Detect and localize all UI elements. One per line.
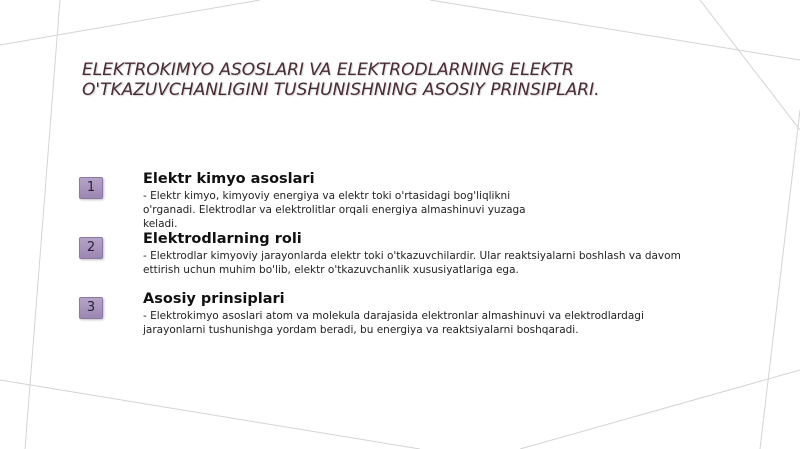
item-description: - Elektr kimyo, kimyoviy energiya va elektr toki o'rtasidagi bog'liqlikni o'rganadi. Elektrodlar va elektrolitlar orqali energiya almashinuvi yuzaga keladi. (143, 190, 526, 230)
number-badge: 1 (79, 177, 103, 199)
item-heading: Elektr kimyo asoslari (143, 171, 315, 187)
item-heading: Asosiy prinsiplari (143, 291, 285, 307)
item-heading: Elektrodlarning roli (143, 231, 302, 247)
item-description: - Elektrokimyo asoslari atom va molekula darajasida elektronlar almashinuvi va elektrodlardagi jarayonlarni tushunishga yordam beradi, bu energiya va reaktsiyalarni boshqaradi. (143, 310, 644, 336)
number-badge: 2 (79, 237, 103, 259)
item-description: - Elektrodlar kimyoviy jarayonlarda elektr toki o'tkazuvchilardir. Ular reaktsiyalarni boshlash va davom ettirish uchun muhim bo'lib, elektr o'tkazuvchanlik xususiyatlariga ega. (143, 250, 681, 276)
slide-title (82, 60, 722, 100)
title-line-1: ELEKTROKIMYO ASOSLARI VA ELEKTRODLARNING ELEKTR (82, 60, 574, 80)
number-badge: 3 (79, 297, 103, 319)
title-line-2: O'TKAZUVCHANLIGINI TUSHUNISHNING ASOSIY PRINSIPLARI. (82, 80, 600, 100)
